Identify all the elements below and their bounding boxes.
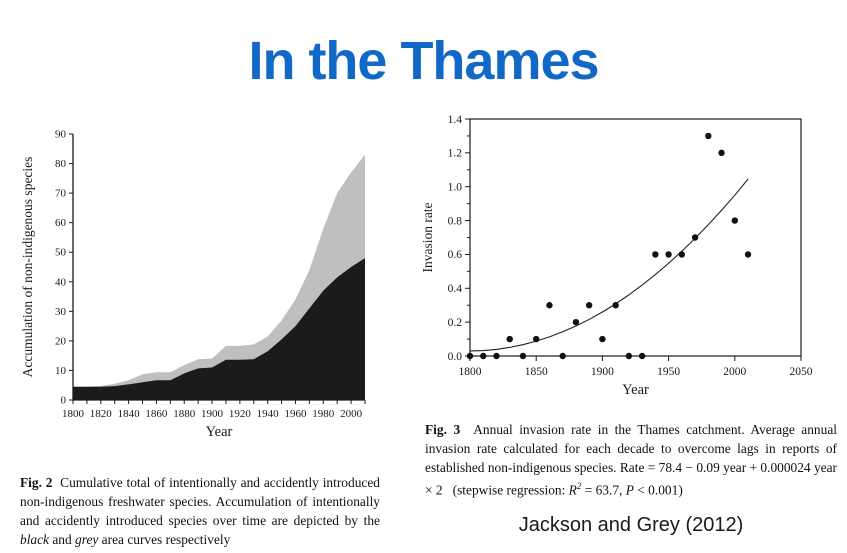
data-point (533, 336, 539, 342)
y-tick-label: 0.6 (447, 249, 462, 262)
y-tick-label: 1.2 (447, 147, 462, 160)
data-point (467, 353, 473, 359)
y-tick-label: 0.0 (447, 350, 462, 363)
y-tick-label: 60 (55, 217, 66, 230)
caption-run: Fig. 3 (425, 422, 461, 438)
x-tick-label: 1960 (284, 408, 307, 420)
y-tick-label: 1.0 (447, 181, 462, 194)
x-tick-label: 1860 (145, 408, 168, 420)
plot-box (470, 119, 801, 356)
data-point (507, 336, 513, 342)
fit-curve (470, 179, 748, 351)
data-point (493, 353, 499, 359)
fig3-caption (425, 420, 837, 499)
data-point (546, 302, 552, 308)
caption-run: P (625, 482, 634, 498)
x-tick-label: 1900 (590, 366, 614, 378)
data-point (665, 251, 671, 257)
data-point (573, 319, 579, 325)
x-tick-label: 1900 (201, 408, 224, 420)
x-tick-label: 1800 (62, 408, 84, 420)
x-tick-label: 2000 (340, 408, 363, 420)
data-point (745, 251, 751, 257)
y-tick-label: 0.4 (447, 283, 462, 296)
caption-run: R (568, 482, 577, 498)
data-point (639, 353, 645, 359)
x-tick-label: 1920 (228, 408, 251, 420)
y-tick-label: 80 (55, 158, 66, 171)
data-point (705, 133, 711, 139)
caption-run: and (49, 532, 76, 548)
caption-run: 2 (576, 481, 582, 492)
y-tick-label: 0.2 (447, 316, 462, 329)
x-axis-title: Year (205, 424, 233, 440)
fig2-area-chart (18, 112, 400, 452)
y-axis-title: Invasion rate (420, 202, 435, 273)
y-tick-label: 0.8 (447, 215, 462, 228)
data-point (586, 302, 592, 308)
x-tick-label: 1850 (524, 366, 548, 378)
y-tick-label: 50 (55, 246, 66, 259)
x-tick-label: 1980 (312, 408, 335, 420)
caption-run: < 0.001) (633, 482, 683, 498)
x-tick-label: 1820 (89, 408, 112, 420)
x-tick-label: 2000 (723, 366, 747, 378)
y-axis-title: Accumulation of non-indigenous species (20, 156, 35, 378)
y-tick-label: 20 (55, 335, 66, 348)
fig3-scatter-chart (420, 105, 847, 405)
data-point (520, 353, 526, 359)
y-tick-label: 90 (55, 128, 66, 141)
x-tick-label: 1840 (117, 408, 140, 420)
x-tick-label: 1940 (256, 408, 279, 420)
y-tick-label: 40 (55, 276, 66, 289)
y-tick-label: 10 (55, 364, 66, 377)
data-point (732, 217, 738, 223)
x-tick-label: 2050 (789, 366, 813, 378)
y-tick-label: 0 (60, 394, 66, 407)
data-point (559, 353, 565, 359)
caption-run: black (20, 532, 49, 548)
caption-run: Cumulative total of intentionally and accidently introduced non-indigenous freshwater species. Accumulation of intentionally and accidently introduced species over time are depicted by the (20, 475, 380, 529)
caption-run: = 63.7, (581, 482, 626, 498)
attribution-text: Jackson and Grey (2012) (518, 514, 744, 536)
data-point (480, 353, 486, 359)
y-tick-label: 70 (55, 187, 66, 200)
caption-run: Fig. 2 (20, 475, 53, 491)
data-point (599, 336, 605, 342)
data-point (626, 353, 632, 359)
x-tick-label: 1950 (657, 366, 681, 378)
x-axis-title: Year (622, 382, 649, 398)
y-tick-label: 1.4 (447, 113, 462, 126)
y-tick-label: 30 (55, 305, 66, 318)
data-point (612, 302, 618, 308)
data-point (692, 234, 698, 240)
caption-run: grey (75, 532, 99, 548)
fig2-caption (20, 473, 380, 549)
caption-run: area curves respectively (98, 532, 231, 548)
caption-run: Annual invasion rate in the Thames catchment. Average annual invasion rate calculated for each decade to overcome lags in reports of established non-indigenous species. Rate = 78.4 − 0.09 year + 0.000024 year × 2 (stepwise regression: (425, 422, 838, 498)
data-point (718, 150, 724, 156)
slide-title: In the Thames (248, 31, 599, 91)
x-tick-label: 1800 (458, 366, 482, 378)
x-tick-label: 1880 (173, 408, 196, 420)
data-point (679, 251, 685, 257)
data-point (652, 251, 658, 257)
